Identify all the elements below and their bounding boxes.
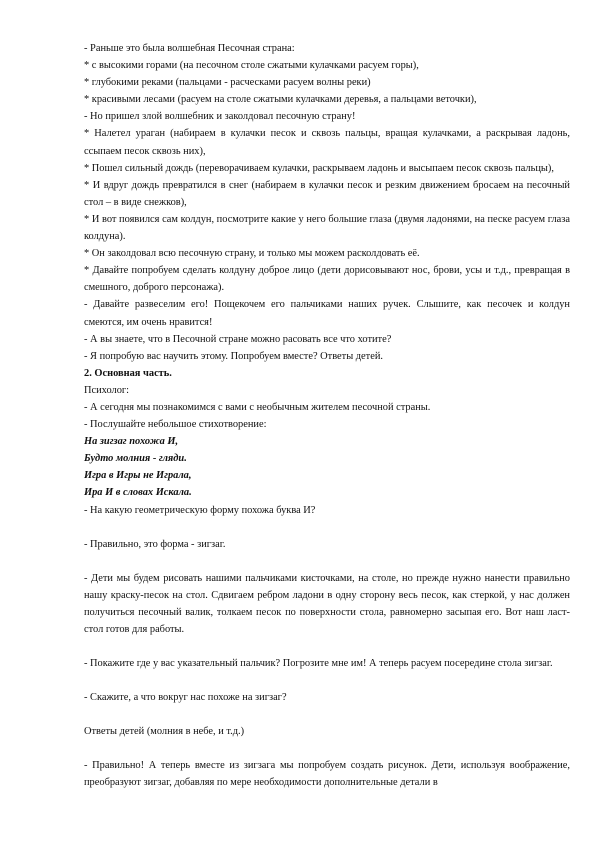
text-line: - Правильно, это форма - зигзаг.	[84, 538, 226, 550]
text-paragraph: * И вот появился сам колдун, посмотрите какие у него большие глаза (двумя ладонями, на песке расуем глаза колдуна).	[84, 213, 570, 243]
text-line: - Послушайте небольшое стихотворение:	[84, 419, 267, 431]
text-line: - На какую геометрическую форму похожа буква И?	[84, 504, 316, 516]
text-line: - Я попробую вас научить этому. Попробуем вместе? Ответы детей.	[84, 350, 383, 362]
text-paragraph: * Давайте попробуем сделать колдуну доброе лицо (дети дорисовывают нос, брови, усы и т.д., превращая в смешного, доброго персонажа).	[84, 265, 570, 294]
speaker-label: Психолог:	[84, 384, 130, 396]
text-line: Ответы детей (молния в небе, и т.д.)	[84, 726, 245, 738]
text-line: * с высокими горами (на песочном столе сжатыми кулачками расуем горы),	[84, 60, 419, 72]
paragraph-spacer	[84, 519, 570, 536]
paragraph-spacer	[84, 740, 570, 757]
paragraph-spacer	[84, 672, 570, 689]
text-line: * Он заколдовал всю песочную страну, и только мы можем расколдовать её.	[84, 248, 420, 260]
poem-line: На зигзаг похожа И,	[84, 436, 179, 448]
text-paragraph: - Давайте развеселим его! Пощекочем его пальчиками наших ручек. Слышите, как песочек и колдун смеются, им очень нравится!	[84, 299, 570, 328]
section-heading: 2. Основная часть.	[84, 367, 172, 379]
poem-line: Игра в Игры не Играла,	[84, 470, 192, 482]
text-line: - А вы знаете, что в Песочной стране можно расовать все что хотите?	[84, 333, 392, 345]
text-paragraph: - Правильно! А теперь вместе из зигзага мы попробуем создать рисунок. Дети, используя воображение, преобразуют зигзаг, добавляя по мере необходимости дополнительные детали в	[84, 760, 570, 789]
document-page	[84, 40, 570, 792]
text-paragraph: - Покажите где у вас указательный пальчик? Погрозите мне им! А теперь расуем посередине стола зигзаг.	[84, 658, 553, 670]
text-paragraph: * Налетел ураган (набираем в кулачки песок и сквозь пальцы, вращая кулачками, а раскрывая ладонь, ссыпаем песок сквозь них),	[84, 128, 570, 157]
text-line: - Скажите, а что вокруг нас похоже на зигзаг?	[84, 692, 287, 704]
poem-line: Будто молния - гляди.	[84, 453, 187, 465]
text-line: - А сегодня мы познакомимся с вами с необычным жителем песочной страны.	[84, 401, 431, 413]
text-paragraph: * И вдруг дождь превратился в снег (набираем в кулачки песок и резким движением бросаем на песочный стол – в виде снежков),	[84, 179, 570, 208]
paragraph-spacer	[84, 553, 570, 570]
text-paragraph: - Дети мы будем рисовать нашими пальчиками кисточками, на столе, но прежде нужно нанести правильно нашу краску-песок на стол. Сдвигаем ребром ладони в одну сторону весь песок, как стеркой, у нас должен получиться песочный валик, толкаем песок по поверхности стола, равномерно засыпая его. Вот наш ласт-стол готов для работы.	[84, 572, 570, 635]
text-line: * глубокими реками (пальцами - расческами расуем волны реки)	[84, 77, 371, 89]
text-line: * красивыми лесами (расуем на столе сжатыми кулачками деревья, а пальцами веточки),	[84, 94, 477, 106]
poem-line: Ира И в словах Искала.	[84, 487, 192, 499]
text-line: - Но пришел злой волшебник и заколдовал песочную страну!	[84, 111, 356, 123]
paragraph-spacer	[84, 706, 570, 723]
paragraph-spacer	[84, 638, 570, 655]
text-paragraph: * Пошел сильный дождь (переворачиваем кулачки, раскрываем ладонь и высыпаем песок сквозь пальцы),	[84, 162, 554, 174]
text-line: - Раньше это была волшебная Песочная страна:	[84, 43, 295, 54]
